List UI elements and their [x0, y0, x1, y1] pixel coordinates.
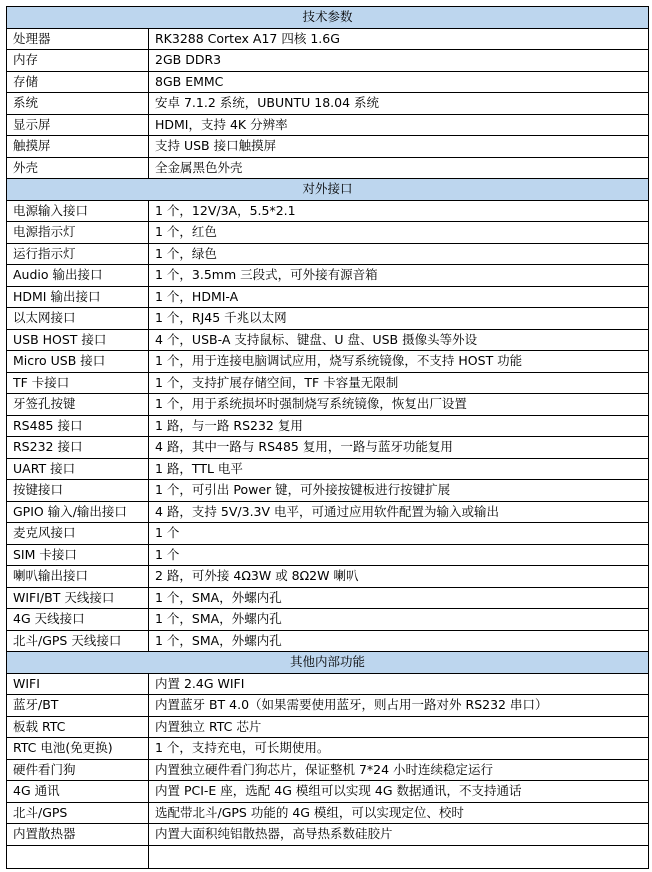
- table-row: [7, 136, 649, 158]
- table-row: [7, 458, 649, 480]
- row-label: RS485 接口: [7, 415, 149, 437]
- spec-table: [6, 6, 649, 869]
- table-row: [7, 222, 649, 244]
- row-value: 内置独立硬件看门狗芯片，保证整机 7*24 小时连续稳定运行: [149, 759, 649, 781]
- row-label: Micro USB 接口: [7, 351, 149, 373]
- row-value: 1 个，12V/3A，5.5*2.1: [149, 200, 649, 222]
- row-value: 1 个，SMA，外螺内孔: [149, 587, 649, 609]
- table-row: [7, 480, 649, 502]
- row-value: 4 个，USB-A 支持鼠标、键盘、U 盘、USB 摄像头等外设: [149, 329, 649, 351]
- row-value: 1 个，SMA，外螺内孔: [149, 630, 649, 652]
- row-value: 1 个，支持充电，可长期使用。: [149, 738, 649, 760]
- empty-cell-value: [149, 845, 649, 868]
- row-label: 电源输入接口: [7, 200, 149, 222]
- table-row: [7, 71, 649, 93]
- row-value: 1 路，与一路 RS232 复用: [149, 415, 649, 437]
- table-row: [7, 738, 649, 760]
- row-value: 1 个，用于连接电脑调试应用，烧写系统镜像，不支持 HOST 功能: [149, 351, 649, 373]
- row-label: 蓝牙/BT: [7, 695, 149, 717]
- row-label: RS232 接口: [7, 437, 149, 459]
- row-label: 以太网接口: [7, 308, 149, 330]
- row-label: 内存: [7, 50, 149, 72]
- row-label: GPIO 输入/输出接口: [7, 501, 149, 523]
- row-value: 1 个，HDMI-A: [149, 286, 649, 308]
- table-row: [7, 157, 649, 179]
- table-row: [7, 523, 649, 545]
- row-value: 内置 PCI-E 座，选配 4G 模组可以实现 4G 数据通讯，不支持通话: [149, 781, 649, 803]
- table-row: [7, 394, 649, 416]
- empty-cell-label: [7, 845, 149, 868]
- table-row: [7, 329, 649, 351]
- row-label: 系统: [7, 93, 149, 115]
- table-row: [7, 630, 649, 652]
- row-label: 存储: [7, 71, 149, 93]
- row-label: 电源指示灯: [7, 222, 149, 244]
- row-label: TF 卡接口: [7, 372, 149, 394]
- row-label: Audio 输出接口: [7, 265, 149, 287]
- row-value: 1 个，RJ45 千兆以太网: [149, 308, 649, 330]
- row-value: 2GB DDR3: [149, 50, 649, 72]
- row-value: 4 路，支持 5V/3.3V 电平，可通过应用软件配置为输入或输出: [149, 501, 649, 523]
- row-label: 外壳: [7, 157, 149, 179]
- row-label: 板载 RTC: [7, 716, 149, 738]
- row-value: 1 个，支持扩展存储空间，TF 卡容量无限制: [149, 372, 649, 394]
- section-title: 对外接口: [7, 179, 649, 201]
- section-title: 技术参数: [7, 7, 649, 29]
- row-label: 4G 天线接口: [7, 609, 149, 631]
- table-row: [7, 351, 649, 373]
- row-label: 显示屏: [7, 114, 149, 136]
- row-label: 内置散热器: [7, 824, 149, 846]
- row-label: RTC 电池(免更换): [7, 738, 149, 760]
- row-label: 喇叭输出接口: [7, 566, 149, 588]
- row-label: 牙签孔按键: [7, 394, 149, 416]
- table-row: [7, 609, 649, 631]
- table-row: [7, 93, 649, 115]
- row-value: 1 个，可引出 Power 键，可外接按键板进行按键扩展: [149, 480, 649, 502]
- table-row: [7, 28, 649, 50]
- row-value: 1 个: [149, 523, 649, 545]
- row-label: 北斗/GPS 天线接口: [7, 630, 149, 652]
- row-value: 1 个，3.5mm 三段式，可外接有源音箱: [149, 265, 649, 287]
- row-value: 8GB EMMC: [149, 71, 649, 93]
- table-row: [7, 781, 649, 803]
- table-row: [7, 308, 649, 330]
- table-row: [7, 673, 649, 695]
- row-label: 运行指示灯: [7, 243, 149, 265]
- row-value: 1 个，绿色: [149, 243, 649, 265]
- section-header: [7, 179, 649, 201]
- row-value: 1 个，SMA，外螺内孔: [149, 609, 649, 631]
- table-row: [7, 501, 649, 523]
- section-title: 其他内部功能: [7, 652, 649, 674]
- table-row: [7, 243, 649, 265]
- row-label: 硬件看门狗: [7, 759, 149, 781]
- row-value: 1 路，TTL 电平: [149, 458, 649, 480]
- table-row: [7, 587, 649, 609]
- row-value: 内置独立 RTC 芯片: [149, 716, 649, 738]
- row-value: 1 个: [149, 544, 649, 566]
- row-value: 2 路，可外接 4Ω3W 或 8Ω2W 喇叭: [149, 566, 649, 588]
- row-value: 支持 USB 接口触摸屏: [149, 136, 649, 158]
- row-label: USB HOST 接口: [7, 329, 149, 351]
- spec-table-body: [7, 7, 649, 869]
- table-row: [7, 566, 649, 588]
- table-row: [7, 265, 649, 287]
- row-value: 内置蓝牙 BT 4.0（如果需要使用蓝牙，则占用一路对外 RS232 串口）: [149, 695, 649, 717]
- row-label: WIFI: [7, 673, 149, 695]
- table-row: [7, 415, 649, 437]
- table-row: [7, 544, 649, 566]
- row-value: RK3288 Cortex A17 四核 1.6G: [149, 28, 649, 50]
- row-value: 4 路，其中一路与 RS485 复用，一路与蓝牙功能复用: [149, 437, 649, 459]
- table-row: [7, 200, 649, 222]
- table-row: [7, 372, 649, 394]
- empty-row: [7, 845, 649, 868]
- row-value: 1 个，用于系统损坏时强制烧写系统镜像，恢复出厂设置: [149, 394, 649, 416]
- row-label: 4G 通讯: [7, 781, 149, 803]
- table-row: [7, 437, 649, 459]
- table-row: [7, 802, 649, 824]
- row-value: 内置 2.4G WIFI: [149, 673, 649, 695]
- row-value: HDMI，支持 4K 分辨率: [149, 114, 649, 136]
- table-row: [7, 286, 649, 308]
- row-label: 按键接口: [7, 480, 149, 502]
- section-header: [7, 7, 649, 29]
- row-label: 麦克风接口: [7, 523, 149, 545]
- row-label: WIFI/BT 天线接口: [7, 587, 149, 609]
- row-value: 内置大面积纯铝散热器，高导热系数硅胶片: [149, 824, 649, 846]
- section-header: [7, 652, 649, 674]
- row-value: 1 个，红色: [149, 222, 649, 244]
- row-value: 选配带北斗/GPS 功能的 4G 模组，可以实现定位、校时: [149, 802, 649, 824]
- row-label: 处理器: [7, 28, 149, 50]
- row-label: UART 接口: [7, 458, 149, 480]
- table-row: [7, 695, 649, 717]
- row-label: SIM 卡接口: [7, 544, 149, 566]
- row-label: HDMI 输出接口: [7, 286, 149, 308]
- row-label: 触摸屏: [7, 136, 149, 158]
- table-row: [7, 716, 649, 738]
- row-value: 安卓 7.1.2 系统，UBUNTU 18.04 系统: [149, 93, 649, 115]
- table-row: [7, 759, 649, 781]
- table-row: [7, 114, 649, 136]
- row-label: 北斗/GPS: [7, 802, 149, 824]
- table-row: [7, 50, 649, 72]
- row-value: 全金属黑色外壳: [149, 157, 649, 179]
- table-row: [7, 824, 649, 846]
